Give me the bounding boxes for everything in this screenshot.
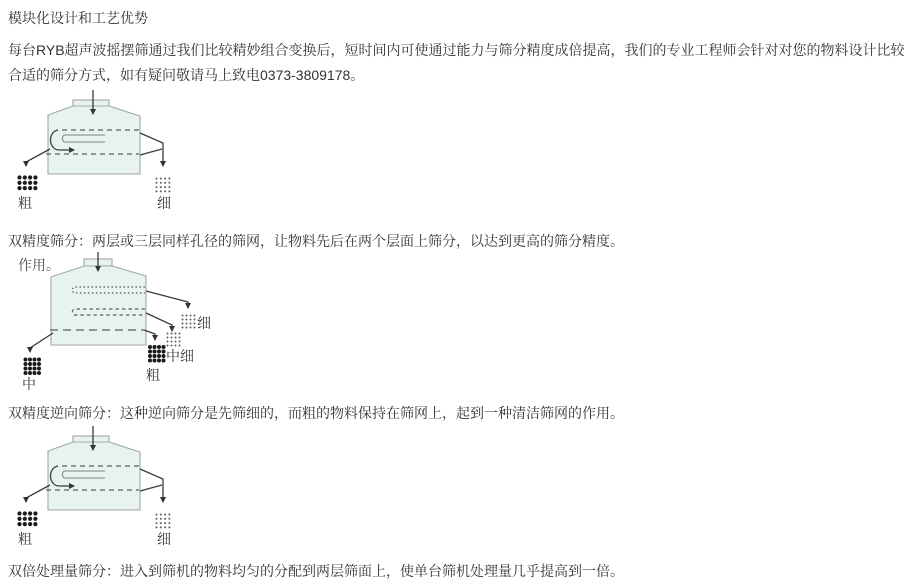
intro-paragraph: 每台RYB超声波摇摆筛通过我们比较精妙组合变换后，短时间内可使通过能力与筛分精度成倍提高，我们的专业工程师会针对对您的物料设计比较合适的筛分方式，如有疑问敬请马上致电0373-3809178。 <box>8 42 905 83</box>
label-fine: 细 <box>157 531 171 547</box>
coarse-particles-icon <box>148 345 166 363</box>
stray-text: 作用。 <box>18 257 60 273</box>
machine-housing <box>48 106 140 174</box>
sieve-diagram-reverse-double-precision <box>8 250 250 396</box>
page-title: 模块化设计和工艺优势 <box>8 10 148 26</box>
medium-fine-outlet-arrow-icon <box>146 313 172 331</box>
label-medium-fine: 中细 <box>166 348 194 364</box>
sieve-diagram-double-precision <box>8 88 230 214</box>
fine-particles-icon <box>156 514 171 529</box>
label-coarse: 粗 <box>18 531 32 547</box>
machine-housing <box>48 442 140 510</box>
medium-fine-particles-icon <box>167 333 181 347</box>
label-fine: 细 <box>197 315 211 331</box>
caption-double-precision: 双精度筛分：两层或三层同样孔径的筛网，让物料先后在两个层面上筛分，以达到更高的筛分精度。 <box>8 233 624 249</box>
label-fine: 细 <box>157 195 171 211</box>
caption-double-capacity: 双倍处理量筛分：进入到筛机的物料均匀的分配到两层筛面上，使单台筛机处理量几乎提高到一倍。 <box>8 563 624 579</box>
machine-body <box>48 436 140 510</box>
fine-particles-icon <box>156 178 171 193</box>
fine-particles-icon <box>182 315 196 329</box>
sieve-diagram-double-capacity <box>8 424 230 550</box>
label-coarse: 粗 <box>146 367 160 383</box>
label-medium: 中 <box>22 376 36 392</box>
machine-body <box>48 100 140 174</box>
coarse-particles-icon <box>17 175 37 190</box>
label-coarse: 粗 <box>18 195 32 211</box>
machine-body <box>51 259 146 345</box>
fine-outlet-arrow-icon <box>146 291 188 308</box>
fine-outlet-arrow-icon <box>140 469 163 502</box>
caption-double-precision-reverse: 双精度逆向筛分：这种逆向筛分是先筛细的，而粗的物料保持在筛网上，起到一种清洁筛网的作用。 <box>8 405 624 421</box>
coarse-outlet-arrow-icon <box>26 149 50 166</box>
coarse-outlet-arrow-icon <box>26 485 50 502</box>
medium-particles-icon <box>24 358 42 376</box>
medium-outlet-arrow-icon <box>30 333 53 352</box>
fine-outlet-arrow-icon <box>140 133 163 166</box>
machine-housing <box>51 266 146 345</box>
coarse-particles-icon <box>17 511 37 526</box>
